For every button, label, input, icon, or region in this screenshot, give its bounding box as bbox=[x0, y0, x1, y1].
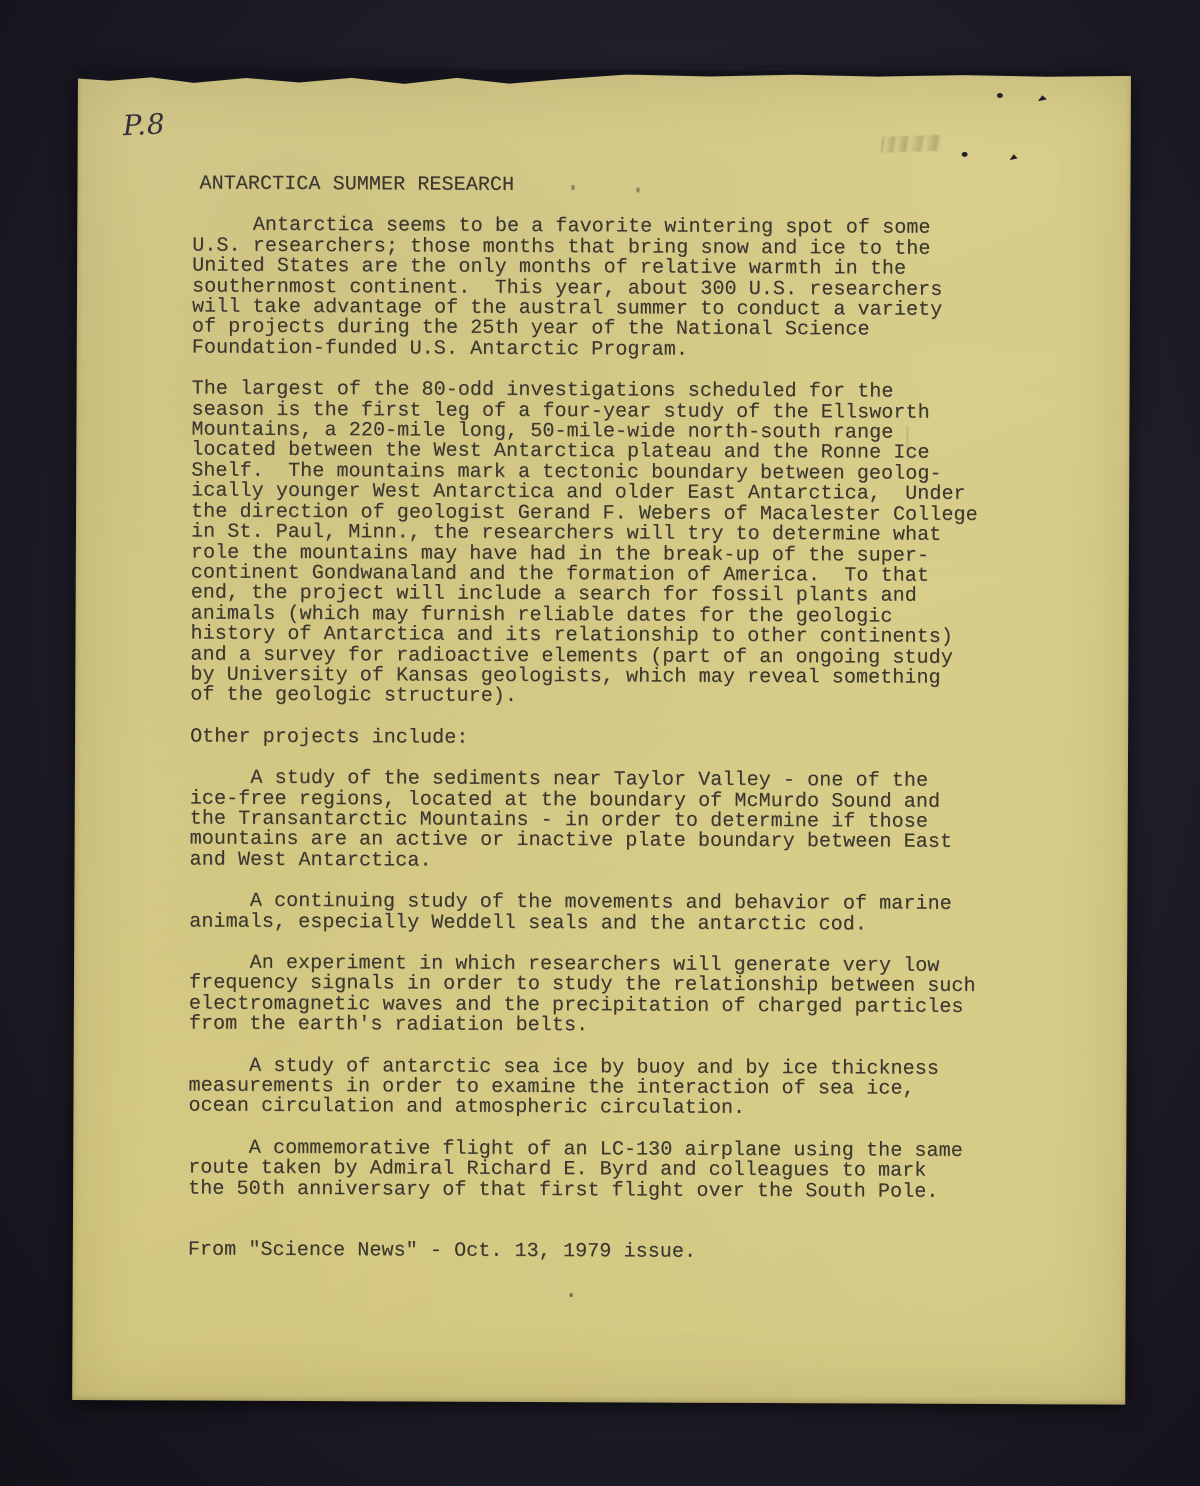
typewritten-text-block bbox=[187, 172, 1038, 1265]
staple-mark bbox=[962, 152, 968, 157]
torn-top-edge bbox=[78, 68, 1131, 88]
document-title: ANTARCTICA SUMMER RESEARCH bbox=[199, 172, 515, 197]
source-citation: From "Science News" - Oct. 13, 1979 issue. bbox=[187, 1238, 697, 1264]
paragraph-intro: Antarctica seems to be a favorite wintering spot of some U.S. researchers; those months that bring snow and ice to the United States are the only months of relative warmth in the southernmost continent. This year, about 300 U.S. researchers will take advantage of the austral summer to conduct a variety of projects during the 25th year of the National Science Foundation-funded U.S. Antarctic Program. bbox=[191, 213, 943, 362]
pencil-smudge bbox=[877, 135, 951, 153]
page-number-handwritten: P.8 bbox=[121, 107, 167, 143]
paragraph-taylor-valley: A study of the sediments near Taylor Valley - one of the ice-free regions, located at the boundary of McMurdo Sound and the Transantarctic Mountains - in order to determine if those mountains are an active or inactive plate boundary between East and West Antarctica. bbox=[189, 766, 953, 873]
staple-mark bbox=[997, 93, 1003, 98]
paragraph-marine-animals: A continuing study of the movements and behavior of marine animals, especially Weddell seals and the antarctic cod. bbox=[189, 889, 952, 937]
paragraph-byrd-flight: A commemorative flight of an LC-130 airplane using the same route taken by Admiral Richard E. Byrd and colleagues to mark the 50th anniversary of that first flight over the South Pole. bbox=[188, 1136, 963, 1204]
paragraph-other-projects: Other projects include: bbox=[190, 725, 469, 750]
paragraph-ellsworth-study: The largest of the 80-odd investigations scheduled for the season is the first leg of a four-year study of the Ellsworth Mountains, a 220-mile long, 50-mile-wide north-south range located between the West Antarctica plateau and the Ronne Ice Shelf. The mountains mark a tectonic boundary between geolog- ically younger West Antarctica and older East Antarctica, Under the direction of geologist Gerand F. Webers of Macalester College in St. Paul, Minn., the researchers will try to determine what role the mountains may have had in the break-up of the super- continent Gondwanaland and the formation of America. To that end, the project will include a search for fossil plants and animals (which may furnish reliable dates for the geologic history of Antarctica and its relationship to other continents) and a survey for radioactive elements (part of an ongoing study by University of Kansas geologists, which may reveal something of the geologic structure). bbox=[190, 377, 978, 709]
staple-mark bbox=[1010, 154, 1018, 160]
paragraph-sea-ice: A study of antarctic sea ice by buoy and by ice thickness measurements in order to examine the interaction of sea ice, ocean circulation and atmospheric circulation. bbox=[188, 1054, 940, 1121]
staple-mark bbox=[1038, 95, 1047, 101]
document-page bbox=[72, 70, 1131, 1405]
paragraph-vlf-experiment: An experiment in which researchers will generate very low frequency signals in order to study the relationship between such electromagnetic waves and the precipitation of charged particles from the earth's radiation belts. bbox=[188, 951, 976, 1038]
ink-speck bbox=[570, 1293, 573, 1297]
